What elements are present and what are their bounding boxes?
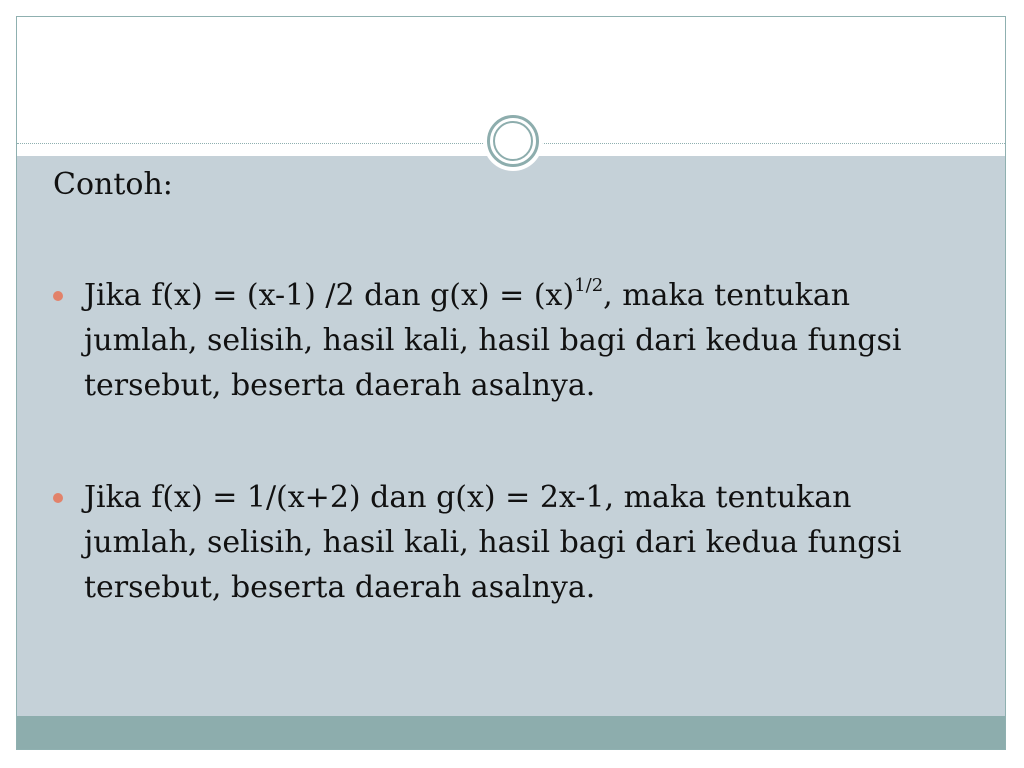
footer-bar — [17, 716, 1005, 750]
bullet-text — [84, 273, 953, 408]
bullet-text-part: Jika f(x) = (x-1) /2 dan g(x) = (x) — [84, 278, 575, 313]
content-area — [17, 156, 1005, 716]
bullet-text-part: , maka tentukan jumlah, selisih, hasil kali, hasil bagi dari kedua fungsi tersebut, beserta daerah asalnya. — [84, 278, 902, 403]
bullet-text: Jika f(x) = 1/(x+2) dan g(x) = 2x-1, maka tentukan jumlah, selisih, hasil kali, hasil bagi dari kedua fungsi tersebut, beserta daerah asalnya. — [84, 480, 902, 605]
slide-heading: Contoh: — [53, 167, 173, 202]
bullet-dot-icon — [53, 493, 63, 503]
exponent: 1/2 — [574, 275, 604, 296]
bullet-item-1 — [53, 273, 953, 408]
bullet-item-2 — [53, 475, 953, 610]
slide — [16, 16, 1006, 750]
circle-ornament-inner-ring — [493, 121, 533, 161]
bullet-dot-icon — [53, 291, 63, 301]
